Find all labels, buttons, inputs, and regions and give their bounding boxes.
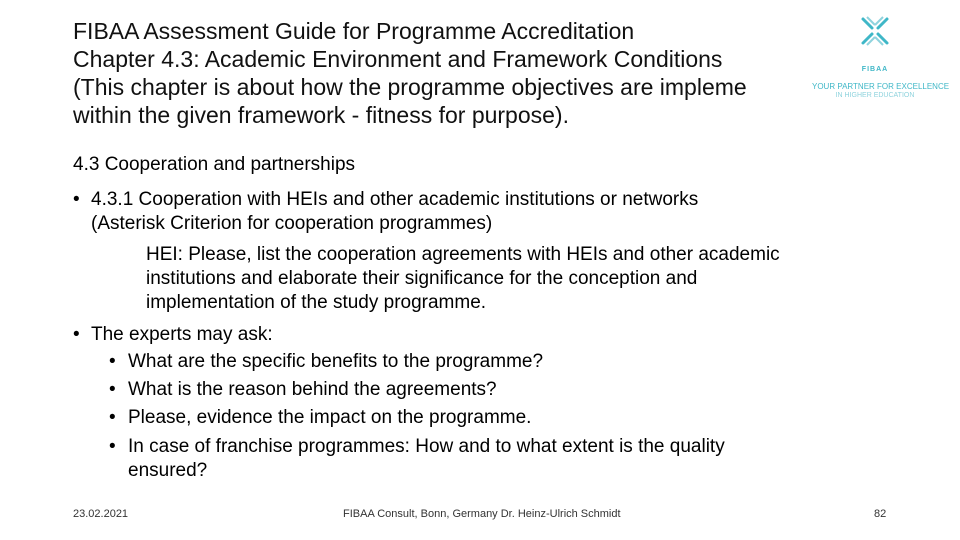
title-line-4: within the given framework - fitness for purpose). [73, 102, 569, 128]
hei-line-2: institutions and elaborate their significance for the conception and [146, 268, 698, 289]
question-item: In case of franchise programmes: How and to what extent is the quality [128, 436, 725, 457]
bullet-marker: • [73, 324, 80, 345]
question-item: Please, evidence the impact on the programme. [128, 407, 532, 428]
bullet-marker: • [73, 189, 80, 210]
hei-line-1: HEI: Please, list the cooperation agreements with HEIs and other academic [146, 244, 780, 265]
title-line-1: FIBAA Assessment Guide for Programme Accreditation [73, 18, 635, 44]
experts-intro: The experts may ask: [91, 324, 273, 345]
logo-tagline-2: IN HIGHER EDUCATION [835, 92, 915, 99]
footer-date: 23.02.2021 [73, 508, 129, 520]
criterion-line-2: (Asterisk Criterion for cooperation programmes) [91, 213, 493, 234]
question-item: What is the reason behind the agreements? [128, 379, 497, 400]
fibaa-star-icon [858, 14, 892, 48]
bullet-marker: • [109, 436, 116, 457]
logo-name: FIBAA [861, 66, 889, 73]
page-number: 82 [874, 508, 887, 520]
footer-center: FIBAA Consult, Bonn, Germany Dr. Heinz-Ulrich Schmidt [343, 508, 621, 520]
fibaa-logo [812, 14, 950, 104]
question-item-continuation: ensured? [128, 460, 208, 481]
question-item: What are the specific benefits to the programme? [128, 351, 544, 372]
criterion-line-1: 4.3.1 Cooperation with HEIs and other academic institutions or networks [91, 189, 699, 210]
logo-tagline-1: YOUR PARTNER FOR EXCELLENCE [812, 82, 950, 91]
section-heading: 4.3 Cooperation and partnerships [73, 154, 356, 175]
title-line-3: (This chapter is about how the programme objectives are impleme [73, 74, 747, 100]
bullet-marker: • [109, 407, 116, 428]
title-line-2: Chapter 4.3: Academic Environment and Framework Conditions [73, 46, 723, 72]
bullet-marker: • [109, 351, 116, 372]
bullet-marker: • [109, 379, 116, 400]
hei-line-3: implementation of the study programme. [146, 292, 487, 313]
